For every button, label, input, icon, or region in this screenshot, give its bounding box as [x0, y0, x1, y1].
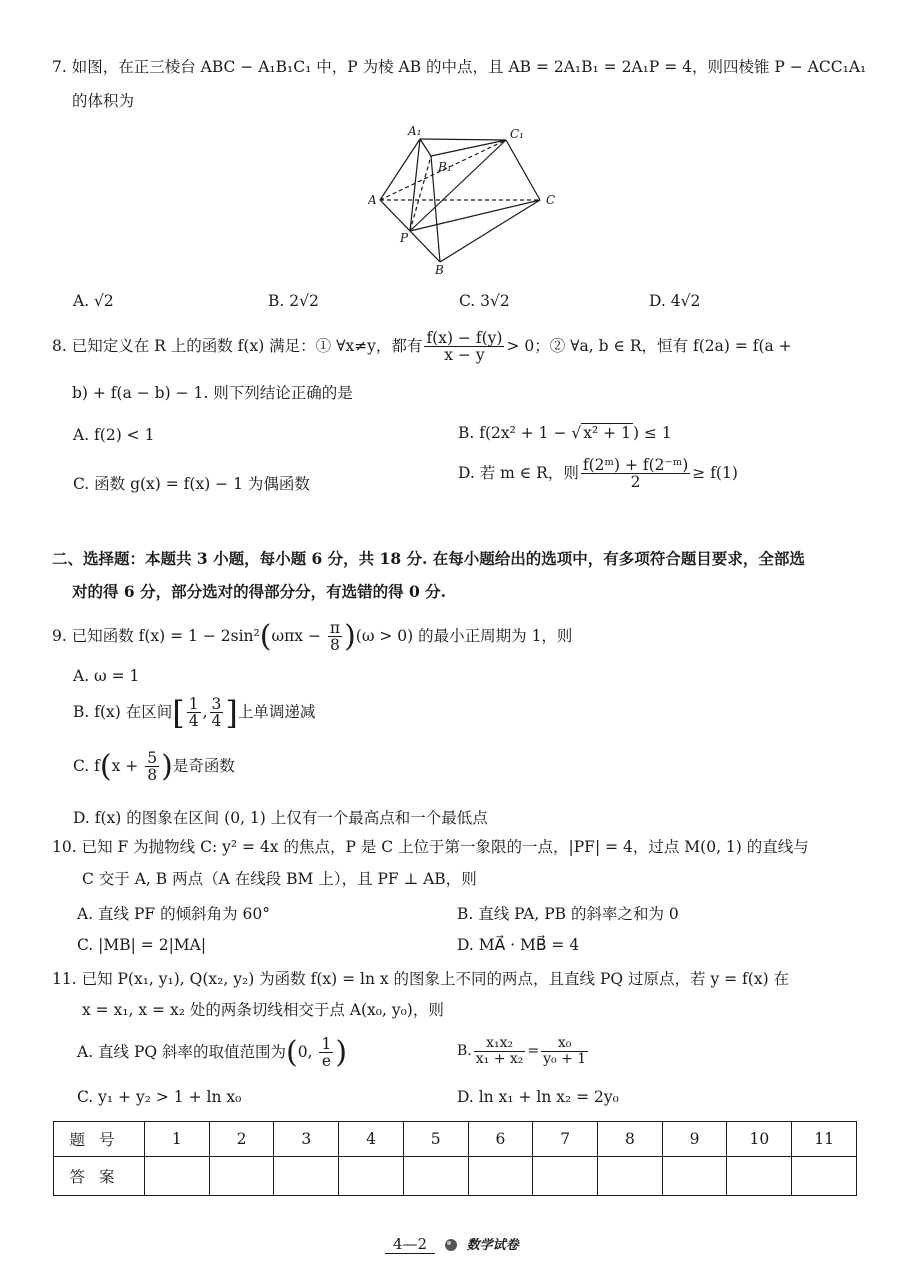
edge-pc1	[410, 140, 506, 231]
paren-close: )	[335, 1034, 348, 1070]
edge-b1c1	[431, 140, 506, 156]
edge-a1b1	[420, 139, 431, 156]
q11-optb-n2: x₀	[541, 1036, 588, 1052]
label-b: B	[435, 263, 444, 274]
q8-optb-sqrt: x² + 1	[583, 424, 631, 442]
paren-close: )	[161, 748, 173, 784]
answer-table-answer-row	[54, 1157, 857, 1196]
q8-option-d	[458, 457, 738, 491]
label-a1: A₁	[408, 124, 422, 138]
edge-a1c1	[420, 139, 506, 140]
answer-table-row2-head: 答案	[54, 1157, 145, 1196]
brand-logo-icon	[444, 1238, 458, 1252]
q11-optb-mid: =	[527, 1043, 540, 1060]
question-number-cell: 8	[598, 1122, 663, 1157]
q8-fraction	[424, 330, 504, 364]
answer-cell[interactable]	[339, 1157, 404, 1196]
q7-frustum-figure	[368, 122, 568, 274]
q11-option-b	[457, 1036, 590, 1066]
q11-optb-d1: x₁ + x₂	[475, 1050, 524, 1067]
q11-optb-frac2	[541, 1036, 588, 1066]
q7-option-d: D. 4√2	[649, 292, 701, 310]
q9-optb-a: B. f(x) 在区间	[73, 702, 173, 721]
q11-optb-n1: x₁x₂	[474, 1036, 526, 1052]
q8-optd-num: f(2ᵐ) + f(2⁻ᵐ)	[582, 456, 689, 474]
label-a: A	[368, 193, 377, 207]
q9-optb-n1: 1	[188, 695, 199, 713]
q8-frac-den: x − y	[444, 346, 485, 365]
q9-pi-num: π	[329, 619, 341, 637]
q9-pi-den: 8	[330, 636, 340, 655]
q11-optb-d2: y₀ + 1	[543, 1050, 587, 1067]
q11-opta-fraction	[319, 1036, 333, 1070]
q10-option-b: B. 直线 PA, PB 的斜率之和为 0	[457, 905, 679, 923]
q11-option-c: C. y₁ + y₂ > 1 + ln x₀	[77, 1088, 242, 1106]
q8-option-b	[458, 424, 672, 442]
q11-opta-num: 1	[321, 1035, 332, 1053]
question-number-cell: 9	[662, 1122, 727, 1157]
q9-stem-b: (ω > 0) 的最小正周期为 1，则	[355, 626, 573, 645]
answer-cell[interactable]	[274, 1157, 339, 1196]
q10-option-c: C. |MB| = 2|MA|	[77, 936, 207, 954]
edge-pc	[410, 200, 540, 231]
q9-optb-n2: 3	[211, 695, 222, 713]
q9-optc-fraction	[145, 750, 159, 784]
q10-stem-line1: 10. 已知 F 为抛物线 C: y² = 4x 的焦点，P 是 C 上位于第一象限的一点，|PF| = 4，过点 M(0, 1) 的直线与	[52, 838, 809, 856]
paren-open: (	[259, 618, 272, 654]
q11-stem-line2: x = x₁, x = x₂ 处的两条切线相交于点 A(x₀, y₀)，则	[82, 1001, 444, 1019]
q9-option-b: B. f(x) 在区间[ $\frac{1}{4}$ , $\frac{3}{4}$ ]上单调递减	[73, 693, 316, 732]
paren-close: )	[344, 618, 356, 654]
label-b1: B₁	[438, 160, 452, 174]
page-number: 4—2	[385, 1235, 435, 1254]
label-c1: C₁	[510, 127, 524, 141]
q8-stem-a: 8. 已知定义在 R 上的函数 f(x) 满足：① ∀x≠y，都有	[52, 336, 423, 355]
sqrt-icon: √	[571, 424, 582, 442]
q11-optb-frac1	[474, 1036, 526, 1066]
answer-cell[interactable]	[727, 1157, 792, 1196]
paren-open: (	[99, 748, 112, 784]
q11-optb-a: B.	[457, 1043, 472, 1060]
q9-optc-num: 5	[147, 749, 158, 767]
answer-table	[53, 1121, 857, 1196]
section2-heading-line2: 对的得 6 分，部分选对的得部分分，有选错的得 0 分.	[72, 582, 447, 601]
question-number-cell: 2	[209, 1122, 274, 1157]
question-number-cell: 5	[403, 1122, 468, 1157]
q8-optd-b: ≥ f(1)	[692, 463, 738, 482]
q9-optb-frac2	[210, 696, 224, 730]
q9-pi-fraction	[328, 620, 342, 654]
q9-optc-den: 8	[147, 766, 158, 785]
label-c: C	[546, 193, 556, 207]
section2-heading-line1: 二、选择题：本题共 3 小题，每小题 6 分，共 18 分. 在每小题给出的选项中，有多项符合题目要求，全部选	[52, 549, 805, 568]
q9-optc-inner: x +	[111, 756, 144, 775]
edge-bc	[440, 200, 540, 262]
edge-cc1	[506, 140, 540, 200]
answer-cell[interactable]	[533, 1157, 598, 1196]
q10-option-d: D. MA⃗ · MB⃗ = 4	[457, 936, 580, 954]
question-number-cell: 3	[274, 1122, 339, 1157]
q11-opta-den: e	[321, 1052, 332, 1071]
q7-option-a: A. √2	[73, 292, 114, 310]
q11-option-d: D. ln x₁ + ln x₂ = 2y₀	[457, 1088, 619, 1106]
q8-optb-a: B. f(2x² + 1 −	[458, 424, 572, 442]
q9-stem-inner: ωπx −	[271, 626, 326, 645]
q9-stem	[52, 620, 572, 654]
question-number-cell: 1	[145, 1122, 210, 1157]
q7-stem-line2: 的体积为	[72, 92, 135, 110]
q8-optd-den: 2	[630, 473, 641, 492]
q10-option-a: A. 直线 PF 的倾斜角为 60°	[77, 905, 270, 923]
q9-optb-d2: 4	[211, 712, 222, 731]
q9-stem-a: 9. 已知函数 f(x) = 1 − 2sin²	[52, 626, 260, 645]
answer-cell[interactable]	[662, 1157, 727, 1196]
q11-opta-l: 0,	[297, 1042, 318, 1061]
answer-table-row1-head: 题号	[54, 1122, 145, 1157]
bracket-open: [	[172, 693, 185, 732]
edge-pb1-hidden	[410, 156, 431, 231]
q10-stem-line2: C 交于 A, B 两点（A 在线段 BM 上），且 PF ⊥ AB，则	[82, 870, 477, 888]
question-number-cell: 11	[792, 1122, 857, 1157]
q8-optd-a: D. 若 m ∈ R，则	[458, 463, 579, 482]
q9-option-c	[73, 750, 235, 784]
q9-optc-b: 是奇函数	[172, 756, 235, 775]
q9-optb-d1: 4	[188, 712, 199, 731]
q7-option-b: B. 2√2	[268, 292, 319, 310]
answer-cell[interactable]	[403, 1157, 468, 1196]
brand-name: 数学试卷	[466, 1238, 519, 1253]
answer-cell[interactable]	[792, 1157, 857, 1196]
question-number-cell: 6	[468, 1122, 533, 1157]
q8-optb-b: ) ≤ 1	[632, 424, 672, 442]
q7-stem-line1: 7. 如图，在正三棱台 ABC − A₁B₁C₁ 中，P 为棱 AB 的中点，且 AB = 2A₁B₁ = 2A₁P = 4，则四棱锥 P − ACC₁A₁	[52, 58, 867, 76]
q8-option-c: C. 函数 g(x) = f(x) − 1 为偶函数	[73, 475, 310, 493]
answer-cell[interactable]	[598, 1157, 663, 1196]
question-number-cell: 4	[339, 1122, 404, 1157]
q8-optd-fraction	[581, 457, 690, 491]
bracket-close: ]	[225, 693, 238, 732]
question-number-cell: 7	[533, 1122, 598, 1157]
answer-cell[interactable]	[145, 1157, 210, 1196]
q9-option-d: D. f(x) 的图象在区间 (0, 1) 上仅有一个最高点和一个最低点	[73, 809, 488, 827]
q11-opta-a: A. 直线 PQ 斜率的取值范围为	[77, 1042, 287, 1061]
q8-stem-line2: b) + f(a − b) − 1. 则下列结论正确的是	[72, 384, 353, 402]
paren-open: (	[286, 1034, 298, 1070]
q8-stem-b: > 0；② ∀a, b ∈ R，恒有 f(2a) = f(a +	[506, 336, 792, 355]
answer-table-number-row	[54, 1122, 857, 1157]
answer-cell[interactable]	[468, 1157, 533, 1196]
q9-optc-a: C. f	[73, 756, 100, 775]
q9-optb-b: 上单调递减	[237, 702, 316, 721]
q8-option-a: A. f(2) < 1	[73, 426, 155, 444]
answer-cell[interactable]	[209, 1157, 274, 1196]
q8-stem-line1	[52, 330, 792, 364]
q11-stem-line1: 11. 已知 P(x₁, y₁), Q(x₂, y₂) 为函数 f(x) = ln x 的图象上不同的两点，且直线 PQ 过原点，若 y = f(x) 在	[52, 970, 790, 988]
q11-option-a	[77, 1036, 347, 1070]
q8-frac-num: f(x) − f(y)	[426, 329, 503, 347]
q7-option-c: C. 3√2	[459, 292, 510, 310]
label-p: P	[400, 231, 409, 245]
question-number-cell: 10	[727, 1122, 792, 1157]
page-footer	[385, 1234, 519, 1253]
q9-optb-frac1	[187, 696, 201, 730]
q9-option-a: A. ω = 1	[73, 667, 140, 685]
